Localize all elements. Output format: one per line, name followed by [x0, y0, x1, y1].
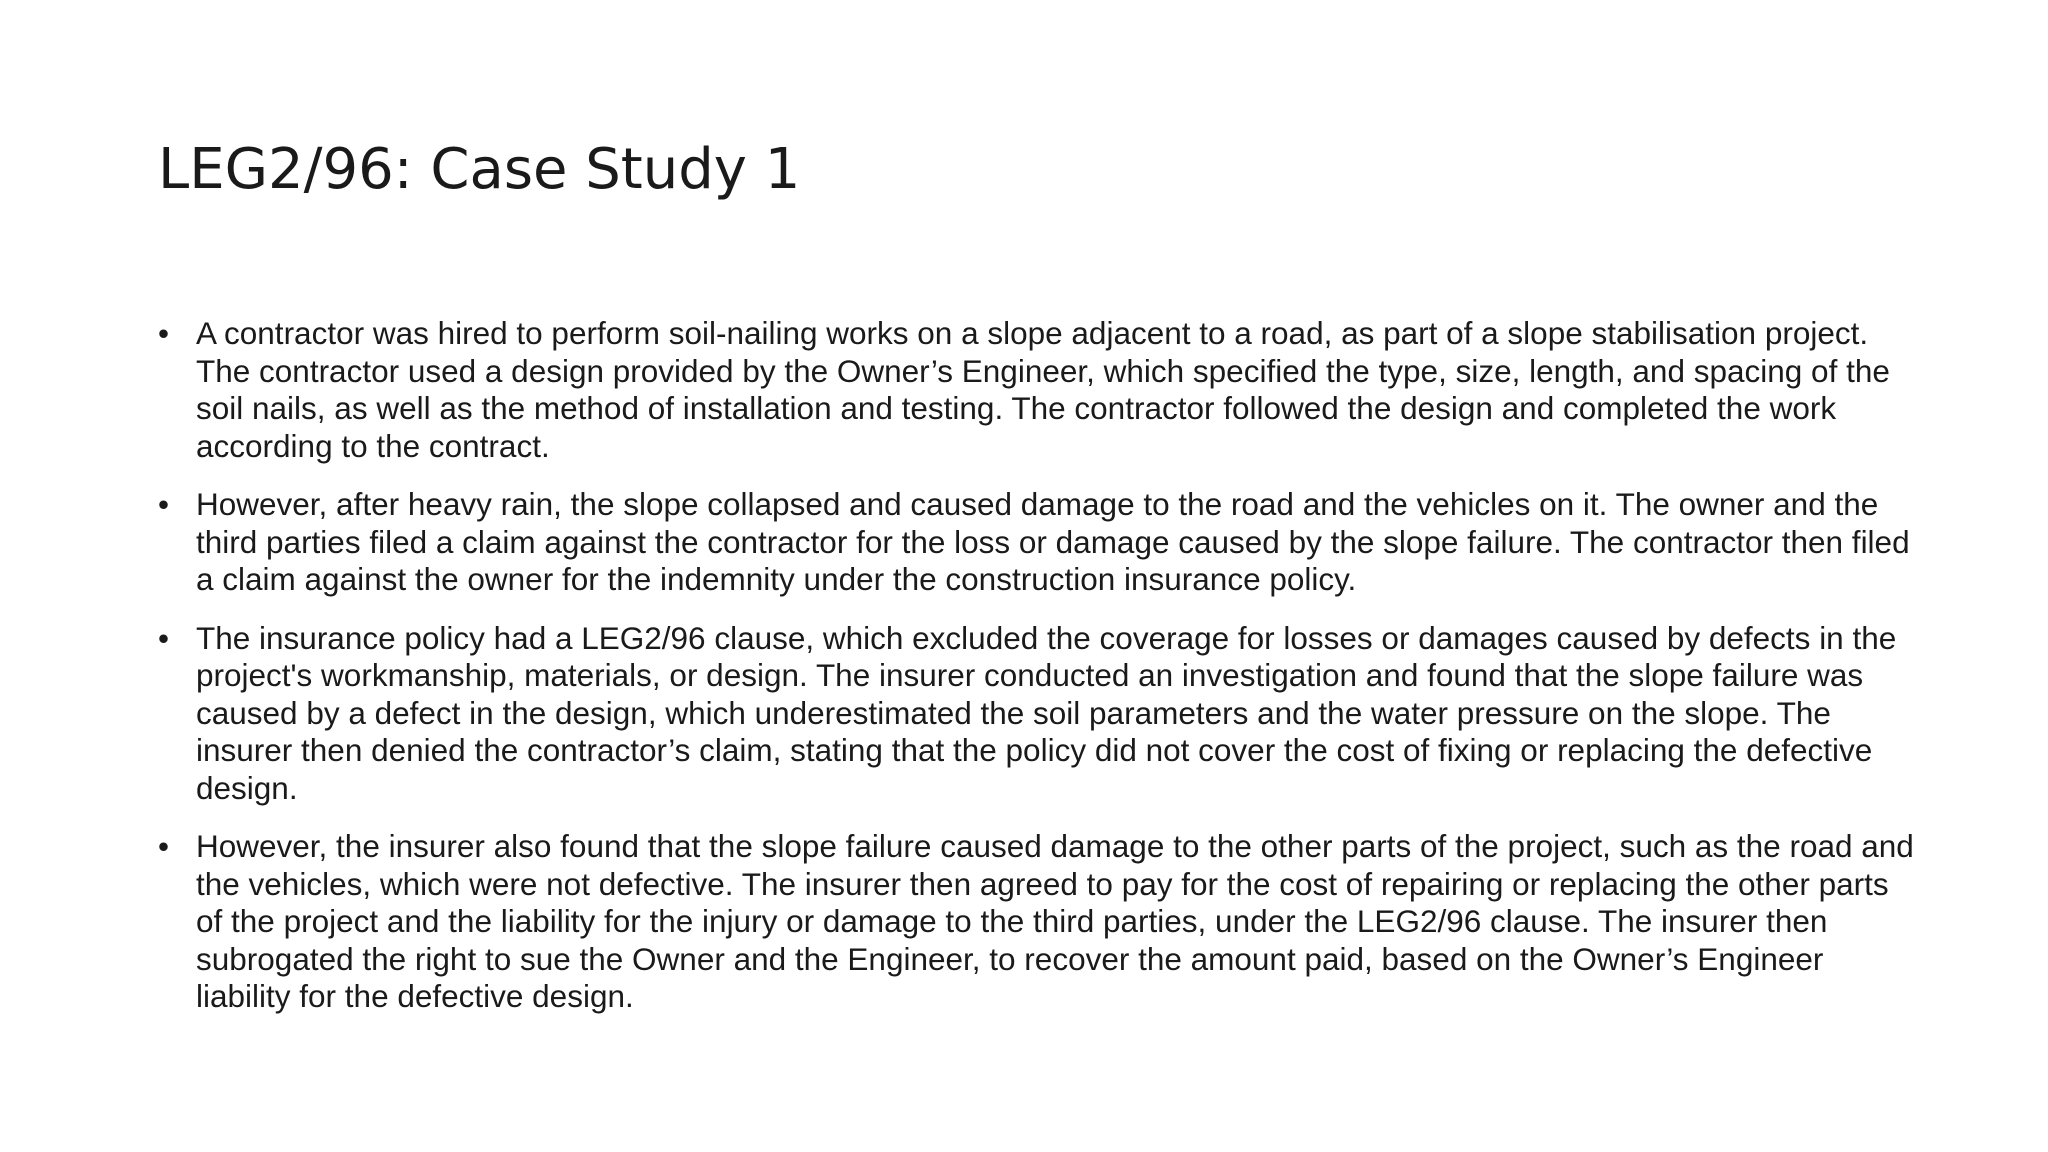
bullet-icon: •	[158, 315, 170, 351]
bullet-text: However, the insurer also found that the slope failure caused damage to the other parts of the project, such as the road and the vehicles, which were not defective. The insurer then agreed to pay for the cost of repairing or replacing the other parts of the project and the liability for the injury or damage to the third parties, under the LEG2/96 clause. The insurer then subrogated the right to sue the Owner and the Engineer, to recover the amount paid, based on the Owner’s Engineer liability for the defective design.	[196, 828, 1914, 1014]
bullet-item	[158, 486, 1918, 599]
bullet-icon: •	[158, 486, 170, 522]
bullet-item	[158, 315, 1918, 465]
bullet-text: The insurance policy had a LEG2/96 clause, which excluded the coverage for losses or damages caused by defects in the project's workmanship, materials, or design. The insurer conducted an investigation and found that the slope failure was caused by a defect in the design, which underestimated the soil parameters and the water pressure on the slope. The insurer then denied the contractor’s claim, stating that the policy did not cover the cost of fixing or replacing the defective design.	[196, 619, 1897, 806]
bullet-item	[158, 620, 1918, 808]
bullet-text: A contractor was hired to perform soil-nailing works on a slope adjacent to a road, as part of a slope stabilisation project. The contractor used a design provided by the Owner’s Engineer, which specified the type, size, length, and spacing of the soil nails, as well as the method of installation and testing. The contractor followed the design and completed the work according to the contract.	[196, 315, 1890, 464]
bullet-item	[158, 828, 1918, 1016]
slide-title: LEG2/96: Case Study 1	[158, 137, 801, 202]
bullet-text: However, after heavy rain, the slope collapsed and caused damage to the road and the vehicles on it. The owner and the third parties filed a claim against the contractor for the loss or damage caused by the slope failure. The contractor then filed a claim against the owner for the indemnity under the construction insurance policy.	[196, 486, 1910, 597]
bullet-icon: •	[158, 828, 170, 864]
bullet-list	[158, 315, 1918, 1037]
bullet-icon: •	[158, 619, 170, 656]
